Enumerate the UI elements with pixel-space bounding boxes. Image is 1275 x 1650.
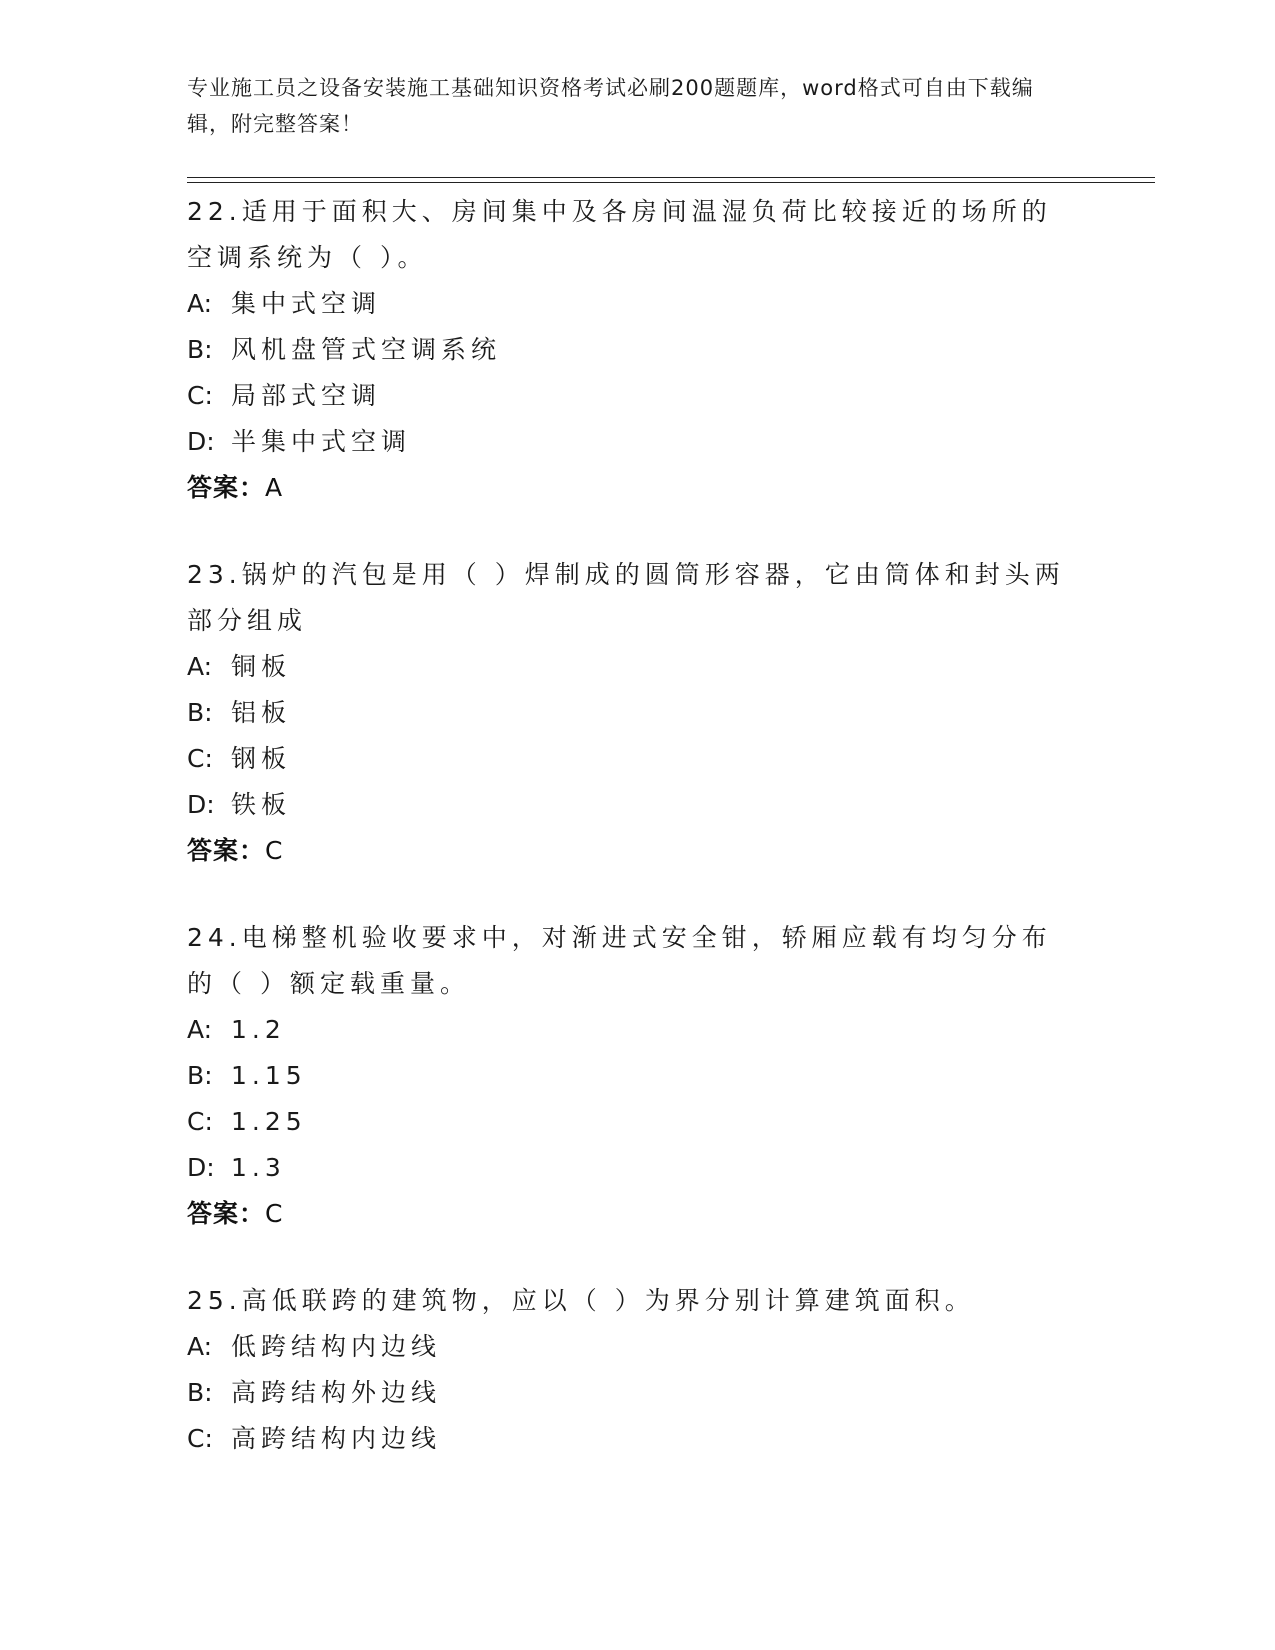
option-d	[187, 1145, 1087, 1191]
option-d	[187, 782, 1087, 828]
option-b	[187, 1053, 1087, 1099]
option-letter: A:	[187, 1332, 213, 1361]
option-text: 局部式空调	[231, 381, 382, 410]
option-letter: C:	[187, 744, 213, 773]
header-divider-bottom	[187, 182, 1155, 183]
option-letter: C:	[187, 1424, 213, 1453]
answer-label: 答案：	[187, 1199, 266, 1228]
option-letter: A:	[187, 289, 213, 318]
option-letter: B:	[187, 335, 213, 364]
option-letter: A:	[187, 1015, 213, 1044]
option-text: 集中式空调	[231, 289, 382, 318]
option-text: 1.25	[231, 1107, 307, 1136]
answer-value: C	[265, 836, 284, 865]
header-divider-top	[187, 177, 1155, 178]
option-text: 1.15	[231, 1061, 307, 1090]
option-letter: B:	[187, 1378, 213, 1407]
option-a	[187, 281, 1087, 327]
option-letter: D:	[187, 427, 215, 456]
option-text: 半集中式空调	[231, 427, 412, 456]
option-c	[187, 1416, 1087, 1462]
answer-line	[187, 1191, 1087, 1237]
option-text: 钢板	[231, 744, 292, 773]
option-letter: D:	[187, 790, 215, 819]
option-b	[187, 690, 1087, 736]
option-d	[187, 419, 1087, 465]
answer-line	[187, 828, 1087, 874]
option-letter: B:	[187, 698, 213, 727]
option-a	[187, 1007, 1087, 1053]
question-text: 25.高低联跨的建筑物，应以（ ）为界分别计算建筑面积。	[187, 1286, 975, 1315]
option-c	[187, 736, 1087, 782]
option-letter: A:	[187, 652, 213, 681]
option-c	[187, 1099, 1087, 1145]
option-b	[187, 327, 1087, 373]
option-c	[187, 373, 1087, 419]
option-a	[187, 644, 1087, 690]
question-25	[187, 1278, 1087, 1462]
option-b	[187, 1370, 1087, 1416]
question-list	[187, 189, 1087, 1503]
question-text: 23.锅炉的汽包是用（ ）焊制成的圆筒形容器，它由筒体和封头两部分组成	[187, 560, 1065, 635]
answer-line	[187, 465, 1087, 511]
option-text: 1.2	[231, 1015, 286, 1044]
option-text: 铜板	[231, 652, 292, 681]
question-23	[187, 552, 1087, 874]
question-22	[187, 189, 1087, 511]
option-letter: D:	[187, 1153, 215, 1182]
option-text: 高跨结构内边线	[231, 1424, 442, 1453]
option-text: 1.3	[231, 1153, 286, 1182]
question-24	[187, 915, 1087, 1237]
page-header-title: 专业施工员之设备安装施工基础知识资格考试必刷200题题库，word格式可自由下载编辑，附完整答案！	[187, 76, 1034, 136]
option-letter: B:	[187, 1061, 213, 1090]
option-text: 低跨结构内边线	[231, 1332, 442, 1361]
option-text: 高跨结构外边线	[231, 1378, 442, 1407]
option-text: 铝板	[231, 698, 292, 727]
question-text: 24.电梯整机验收要求中，对渐进式安全钳，轿厢应载有均匀分布的（ ）额定载重量。	[187, 923, 1052, 998]
option-letter: C:	[187, 1107, 213, 1136]
answer-label: 答案：	[187, 836, 266, 865]
answer-value: A	[265, 473, 284, 502]
option-text: 铁板	[231, 790, 292, 819]
question-text: 22.适用于面积大、房间集中及各房间温湿负荷比较接近的场所的空调系统为（ ）。	[187, 197, 1052, 272]
option-letter: C:	[187, 381, 213, 410]
answer-value: C	[265, 1199, 284, 1228]
answer-label: 答案：	[187, 473, 266, 502]
option-text: 风机盘管式空调系统	[231, 335, 502, 364]
option-a	[187, 1324, 1087, 1370]
